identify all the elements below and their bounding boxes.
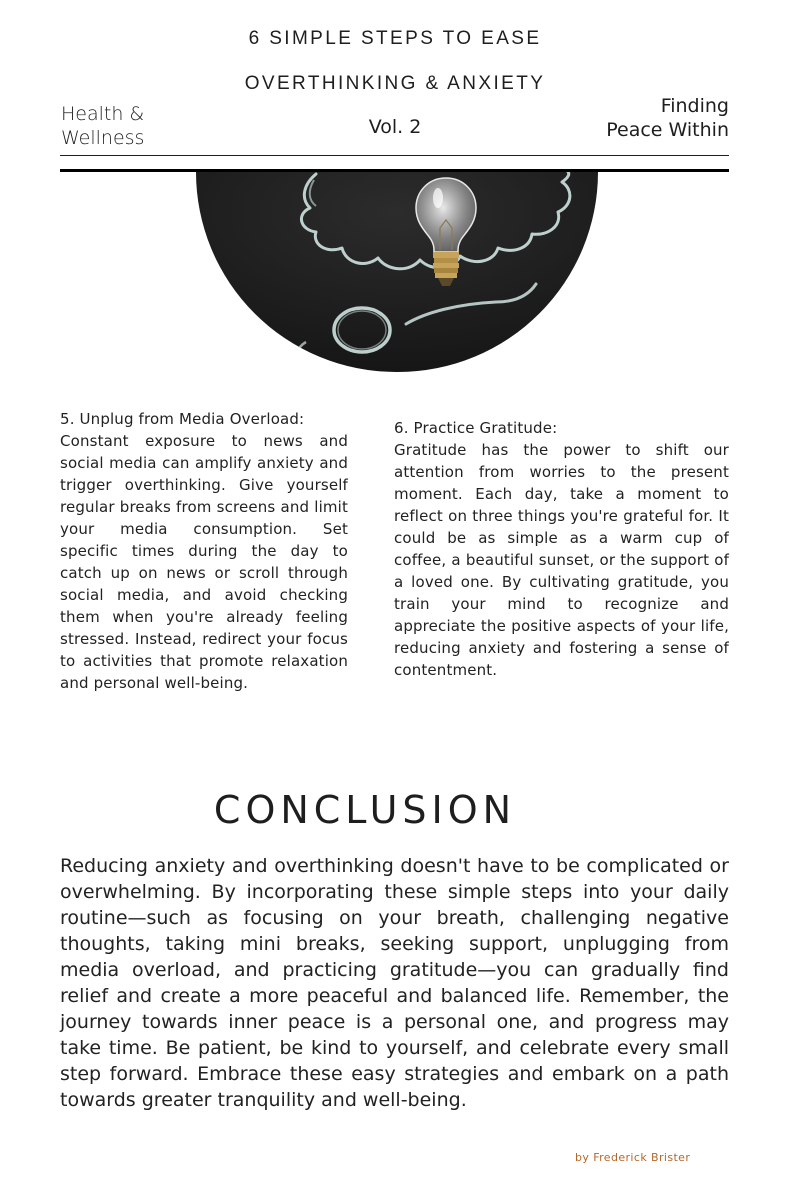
article-column-unplug	[60, 408, 348, 694]
tagline-line-1: Finding	[660, 95, 729, 117]
volume-label: Vol. 2	[368, 116, 422, 138]
section-heading-unplug: 5. Unplug from Media Overload:	[60, 410, 305, 428]
hero-image	[196, 172, 598, 372]
section-label	[61, 102, 201, 150]
header-divider-thin	[60, 155, 729, 156]
lightbulb-chalkboard-illustration	[196, 172, 598, 372]
magazine-title-line-1: 6 SIMPLE STEPS TO EASE	[248, 28, 542, 49]
tagline-line-2: Peace Within	[606, 119, 729, 141]
magazine-title-line-2: OVERTHINKING & ANXIETY	[244, 73, 546, 94]
section-label-line-1: Health &	[61, 103, 145, 125]
section-heading-gratitude: 6. Practice Gratitude:	[394, 419, 558, 437]
author-byline: by Frederick Brister	[575, 1151, 691, 1164]
conclusion-title: CONCLUSION	[213, 788, 517, 832]
article-column-gratitude	[394, 417, 729, 681]
section-body-unplug: Constant exposure to news and social media can amplify anxiety and trigger overthinking. Give yourself regular breaks from screens and limit your media consumption. Set specific times during the day to catch up on news or scroll through social media, and avoid checking them when you're already feeling stressed. Instead, redirect your focus to activities that promote relaxation and personal well-being.	[60, 432, 348, 692]
conclusion-body: Reducing anxiety and overthinking doesn't have to be complicated or overwhelming. By incorporating these simple steps into your daily routine—such as focusing on your breath, challenging negative thoughts, taking mini breaks, seeking support, unplugging from media overload, and practicing gratitude—you can gradually find relief and create a more peaceful and balanced life. Remember, the journey towards inner peace is a personal one, and progress may take time. Be patient, be kind to yourself, and celebrate every small step forward. Embrace these easy strategies and embark on a path towards greater tranquility and well-being.	[60, 855, 729, 1111]
section-body-gratitude: Gratitude has the power to shift our attention from worries to the present moment. Each day, take a moment to reflect on three things you're grateful for. It could be as simple as a warm cup of coffee, a beautiful sunset, or the support of a loved one. By cultivating gratitude, you train your mind to recognize and appreciate the positive aspects of your life, reducing anxiety and fostering a sense of contentment.	[394, 441, 729, 679]
tagline	[569, 94, 729, 142]
section-label-line-2: Wellness	[61, 127, 145, 149]
